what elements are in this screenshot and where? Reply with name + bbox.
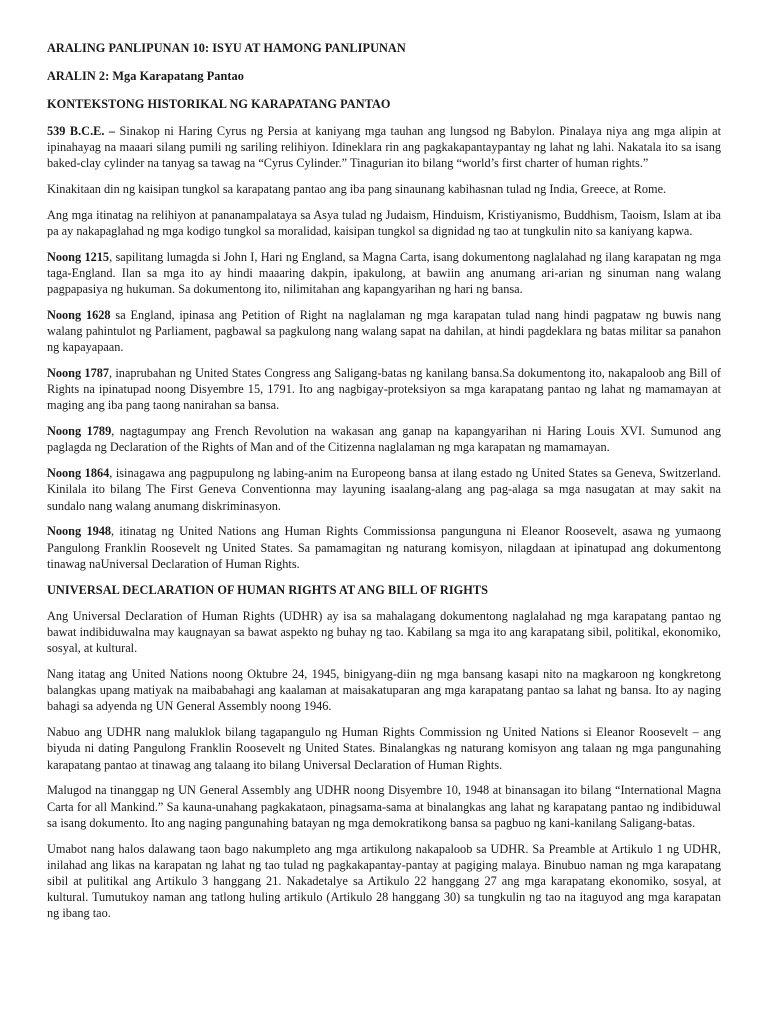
paragraph-text: , sapilitang lumagda si John I, Hari ng England, sa Magna Carta, isang dokumentong naglalahad ng ilang karapatan ng mga taga-England. Ilan sa mga ito ay hindi maaaring dakpin, ipakulong, at bawiin ang anumang ari-arian ng sinuman nang walang pagpapasiya ng hukuman. Sa dokumentong ito, nilimitahan ang kapangyarihan ng hari ng bansa. [47, 249, 721, 297]
udhr-paragraph [47, 782, 721, 831]
section-heading-udhr: UNIVERSAL DECLARATION OF HUMAN RIGHTS AT ANG BILL OF RIGHTS [47, 582, 489, 597]
paragraph-text: , itinatag ng United Nations ang Human Rights Commissionsa pangunguna ni Eleanor Roosevelt, asawa ng yumaong Pangulong Franklin Roosevelt ng United States. Sa pamamagitan ng naturang komisyon, nilagdaan at ipinatupad ang dokumentong tinawag naUniversal Declaration of Human Rights. [47, 524, 721, 571]
section-udhr [47, 608, 721, 922]
section-heading-historical: KONTEKSTONG HISTORIKAL NG KARAPATANG PANTAO [47, 97, 391, 112]
udhr-paragraph [47, 841, 721, 922]
historical-paragraph [47, 307, 721, 356]
paragraph-text: Ang Universal Declaration of Human Rights (UDHR) ay isa sa mahalagang dokumentong naglalahad ng mga karapatang pantao ng bawat indibiduwalna may kaugnayan sa bawat aspekto ng buhay ng tao. Kabilang sa mga ito ang karapatang sibil, politikal, ekonomiko, sosyal, at kultural. [47, 608, 721, 656]
paragraph-lead: 539 B.C.E. – [47, 123, 116, 138]
historical-paragraph [47, 207, 721, 239]
historical-paragraph [47, 465, 721, 514]
paragraph-lead: Noong 1948 [47, 524, 112, 539]
paragraph-text: Sinakop ni Haring Cyrus ng Persia at kaniyang mga tauhan ang lungsod ng Babylon. Pinalaya niya ang mga alipin at ipinahayag na maaari silang pumili ng sariling relihiyon. Idineklara rin ang pagkakapantaypantay ng lahat ng lahi. Nakatala ito sa isang baked-clay cylinder na tanyag sa tawag na “Cyrus Cylinder.” Tinagurian ito bilang “world’s first charter of human rights.” [47, 123, 721, 171]
historical-paragraph [47, 249, 721, 298]
paragraph-text: Nang itatag ang United Nations noong Oktubre 24, 1945, binigyang-diin ng mga bansang kasapi nito na magkaroon ng kongkretong balangkas upang matiyak na maibabahagi ang kaalaman at maisakatuparan ang mga karapatang pantao sa lahat ng bansa. Ito ay naging bahagi sa adyenda ng UN General Assembly noong 1946. [47, 667, 721, 714]
historical-paragraph [47, 423, 721, 455]
paragraph-text: Nabuo ang UDHR nang maluklok bilang tagapangulo ng Human Rights Commission ng United Nations si Eleanor Roosevelt – ang biyuda ni dating Pangulong Franklin Roosevelt ng United States. Binalangkas ng naturang komisyon ang talaan ng mga pangunahing karapatang pantao at tinawag ang talaang ito bilang Universal Declaration of Human Rights. [47, 725, 721, 772]
paragraph-text: , inaprubahan ng United States Congress ang Saligang-batas ng kanilang bansa.Sa dokumentong ito, nakapaloob ang Bill of Rights na ipinatupad noong Disyembre 15, 1791. Ito ang nagbigay-proteksiyon sa mga karapatang pantao ng lahat ng mamamayan at maging ang iba pang taong nanirahan sa bansa. [47, 366, 721, 413]
udhr-paragraph [47, 666, 721, 715]
paragraph-lead: Noong 1787 [47, 366, 110, 381]
paragraph-text: Malugod na tinanggap ng UN General Assembly ang UDHR noong Disyembre 10, 1948 at binansagan ito bilang “International Magna Carta for all Mankind.” Sa kauna-unahang pagkakataon, pinagsama-sama at binalangkas ang lahat ng karapatang pantao ng indibiduwal sa isang dokumento. Ito ang naging pangunahing batayan ng mga demokratikong bansa sa pagbuo ng kani-kanilang Saligang-batas. [47, 783, 721, 830]
historical-paragraph [47, 365, 721, 414]
paragraph-text: , isinagawa ang pagpupulong ng labing-anim na Europeong bansa at ilang estado ng United States sa Geneva, Switzerland. Kinilala ito bilang The First Geneva Conventionna may layuning isaalang-alang ang pag-alaga sa mga nasugatan at may sakit na sundalo nang walang anumang diskriminasyon. [47, 466, 721, 513]
lesson-heading: ARALIN 2: Mga Karapatang Pantao [47, 69, 244, 84]
paragraph-lead: Noong 1864 [47, 466, 110, 481]
paragraph-text: Umabot nang halos dalawang taon bago nakumpleto ang mga artikulong nakapaloob sa UDHR. Sa Preamble at Artikulo 1 ng UDHR, inilahad ang likas na karapatan ng lahat ng tao tulad ng pagkakapantay-pantay at pagiging malaya. Binubuo naman ng mga karapatang sibil at pulitikal ang Artikulo 3 hanggang 21. Nakadetalye sa Artikulo 22 hanggang 27 ang mga karapatang ekonomiko, sosyal, at kultural. Tumutukoy naman ang tatlong huling artikulo (Artikulo 28 hanggang 30) sa tungkulin ng tao na itaguyod ang mga karapatan ng ibang tao. [47, 841, 721, 921]
historical-paragraph [47, 181, 721, 197]
paragraph-text: , nagtagumpay ang French Revolution na wakasan ang ganap na kapangyarihan ni Haring Louis XVI. Sumunod ang paglagda ng Declaration of the Rights of Man and of the Citizenna naglalaman ng mga karapatan ng mamamayan. [47, 424, 721, 455]
historical-paragraph [47, 523, 721, 572]
paragraph-lead: Noong 1628 [47, 307, 111, 322]
paragraph-text: Ang mga itinatag na relihiyon at pananampalataya sa Asya tulad ng Judaism, Hinduism, Kristiyanismo, Buddhism, Taoism, Islam at iba pa ay nakapaglahad ng mga kodigo tungkol sa moralidad, kaisipan tungkol sa dignidad ng tao at tungkulin nito sa kaniyang kapwa. [47, 207, 721, 238]
udhr-paragraph [47, 608, 721, 657]
paragraph-text: sa England, ipinasa ang Petition of Right na naglalaman ng mga karapatan tulad nang hindi pagpataw ng buwis nang walang pahintulot ng Parliament, pagbawal sa pagkulong nang walang sapat na dahilan, at hindi pagdeklara ng batas militar sa panahon ng kapayapaan. [47, 307, 721, 355]
udhr-paragraph [47, 724, 721, 773]
subject-heading: ARALING PANLIPUNAN 10: ISYU AT HAMONG PANLIPUNAN [47, 41, 406, 55]
paragraph-lead: Noong 1789 [47, 424, 112, 439]
section-historical-context [47, 123, 721, 572]
historical-paragraph [47, 123, 721, 172]
paragraph-lead: Noong 1215 [47, 249, 110, 264]
paragraph-text: Kinakitaan din ng kaisipan tungkol sa karapatang pantao ang iba pang sinaunang kabihasnan tulad ng India, Greece, at Rome. [47, 181, 667, 196]
